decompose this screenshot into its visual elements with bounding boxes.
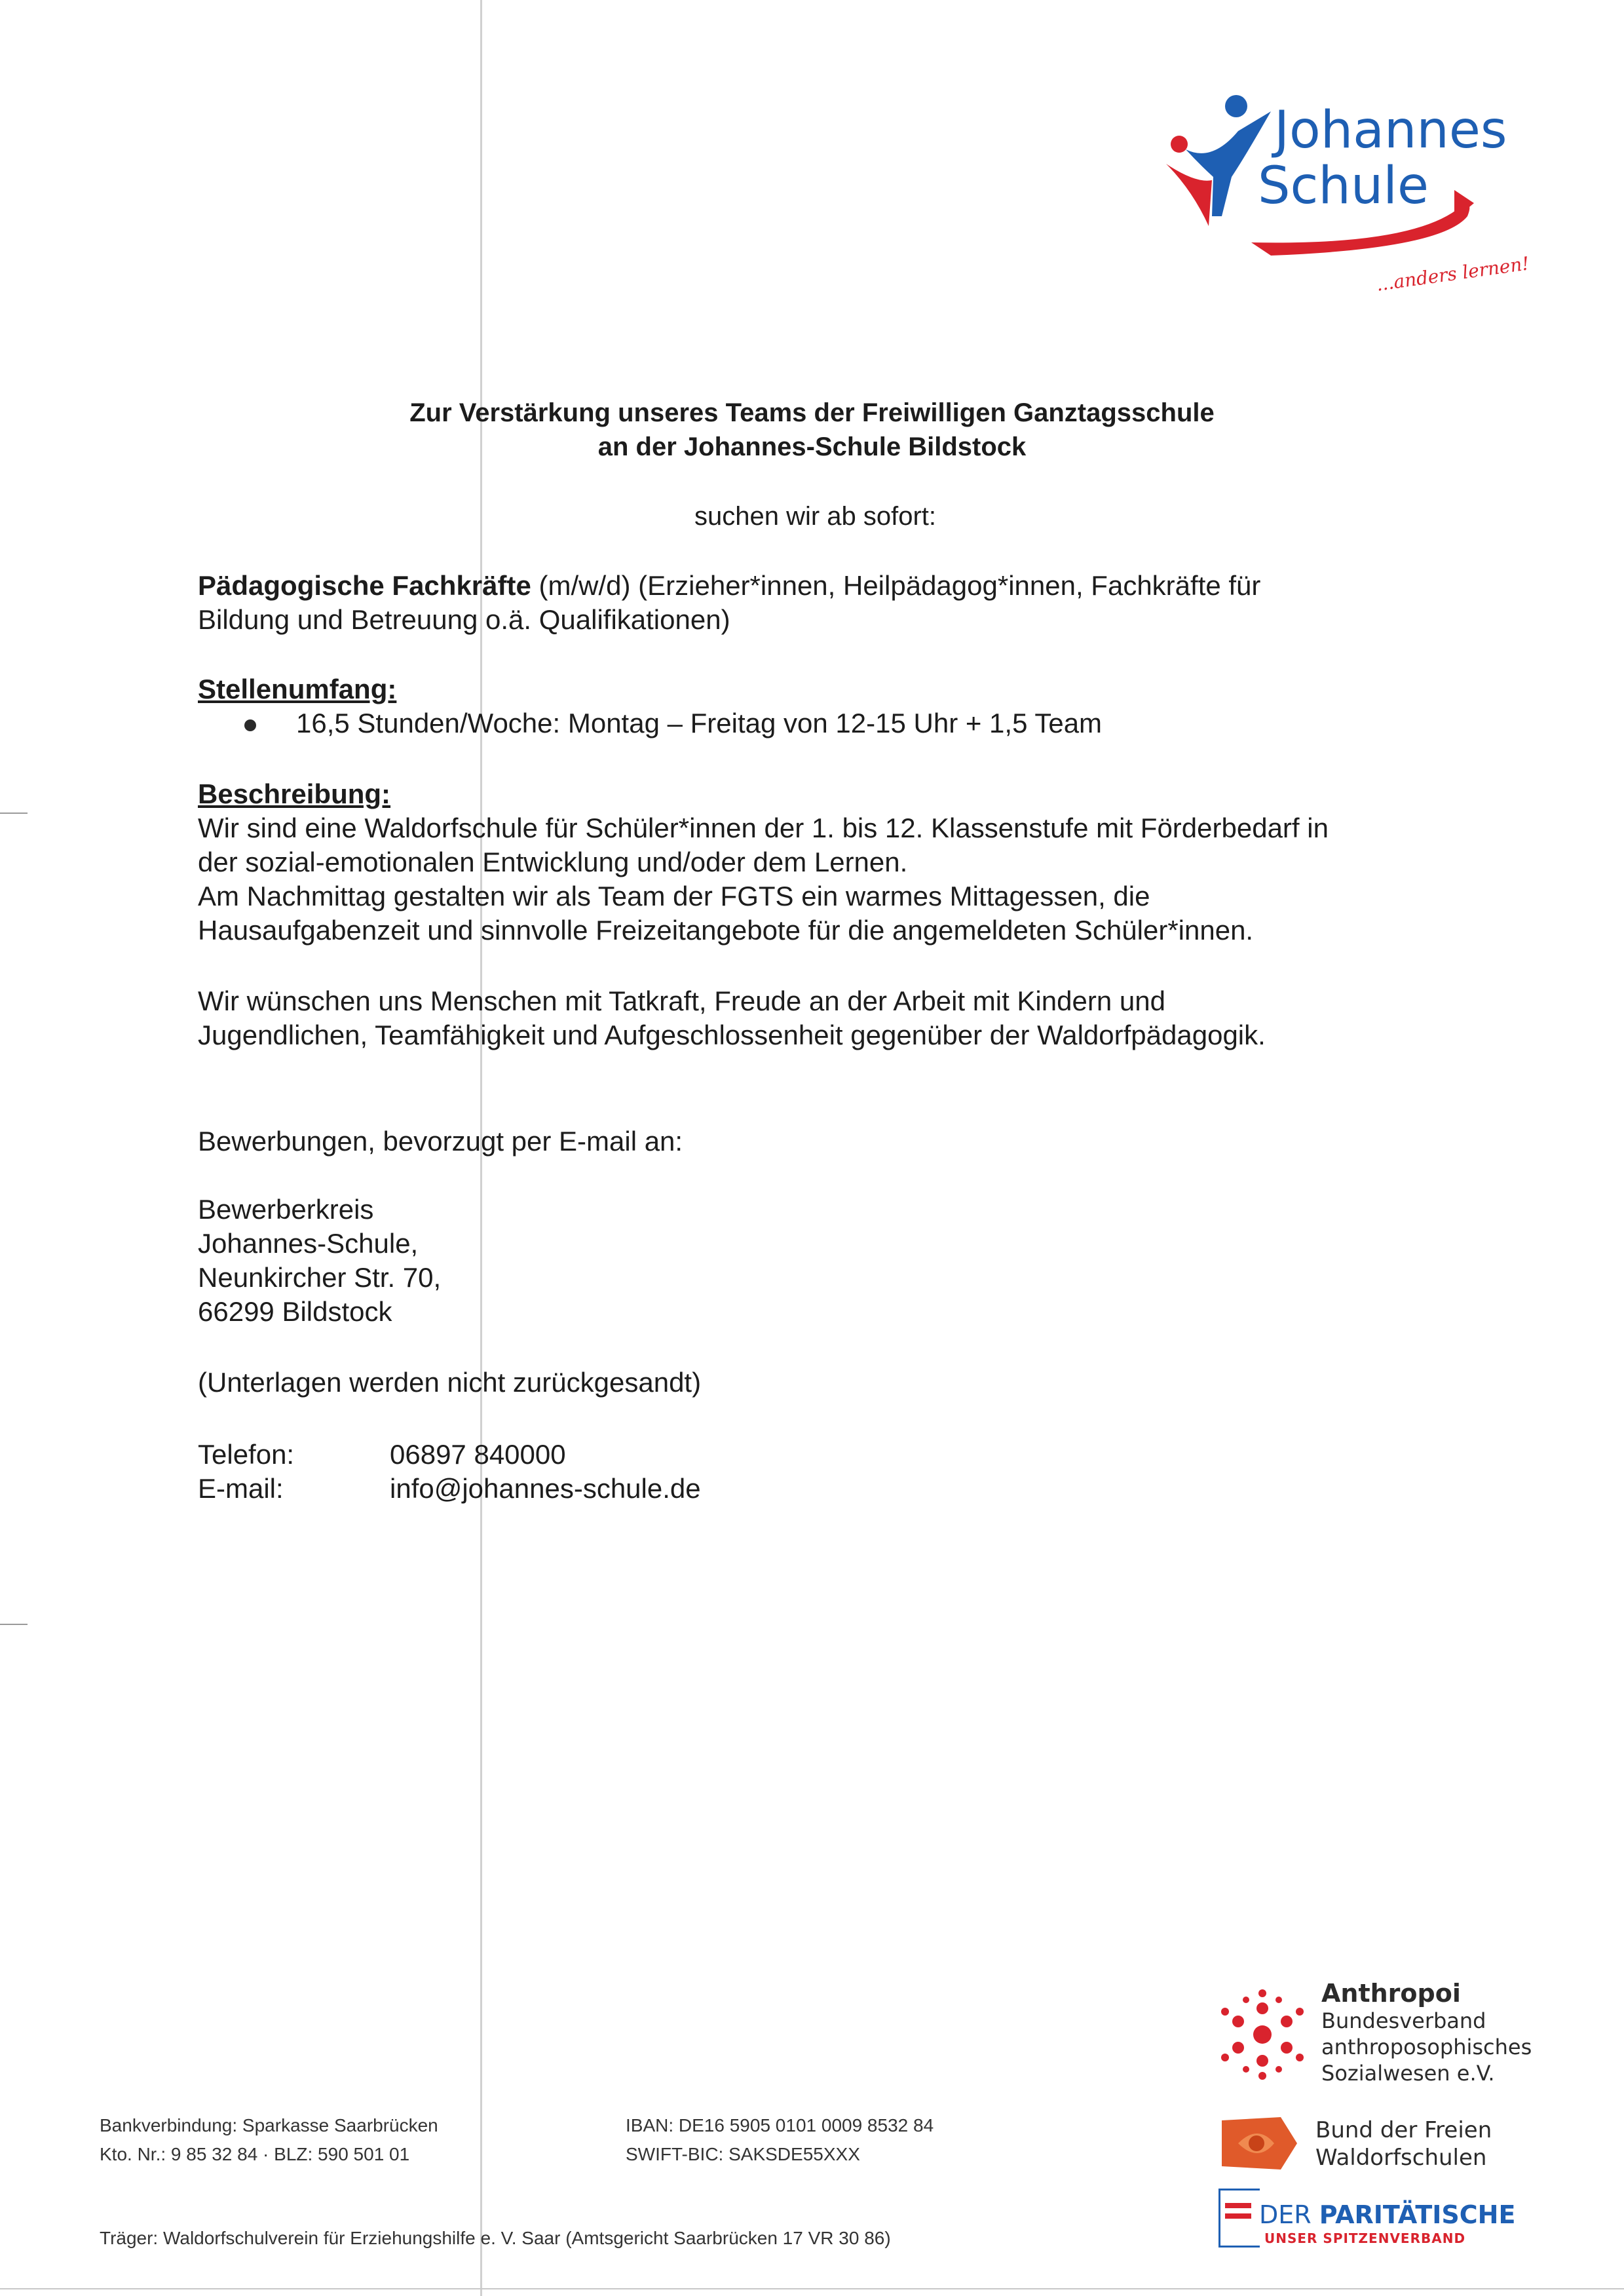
logo-word-2: Schule	[1258, 157, 1429, 216]
email-label: E-mail:	[198, 1473, 284, 1504]
description-line: der sozial-emotionalen Entwicklung und/oder dem Lernen.	[198, 847, 908, 877]
anthropoi-subtitle	[1321, 2008, 1532, 2086]
intro-text: suchen wir ab sofort:	[694, 502, 937, 531]
position-title-rest: (m/w/d) (Erzieher*innen, Heilpädagog*innen, Fachkräfte für	[531, 570, 1261, 601]
traeger-line: Träger: Waldorfschulverein für Erziehungshilfe e. V. Saar (Amtsgericht Saarbrücken 17 VR 30 86)	[100, 2228, 891, 2248]
description-line: Am Nachmittag gestalten wir als Team der FGTS ein warmes Mittagessen, die	[198, 881, 1150, 911]
logo-word-1: Johannes	[1274, 101, 1507, 160]
address-line: Neunkircher Str. 70,	[198, 1262, 442, 1293]
anthropoi-logo	[1220, 1979, 1600, 2090]
bank-info	[100, 2111, 438, 2169]
paritaet-bar-icon	[1225, 2213, 1251, 2219]
page-title-line-2: an der Johannes-Schule Bildstock	[597, 432, 1027, 461]
anthropoi-name: Anthropoi	[1321, 1979, 1461, 2008]
anthropoi-line-3: Sozialwesen e.V.	[1321, 2061, 1495, 2086]
address-line: Bewerberkreis	[198, 1194, 374, 1225]
description-line: Wir sind eine Waldorfschule für Schüler*innen der 1. bis 12. Klassenstufe mit Förderbedarf in	[198, 813, 1329, 843]
anthropoi-line-2: anthroposophisches	[1321, 2035, 1532, 2059]
bund-text	[1315, 2116, 1492, 2172]
scope-heading: Stellenumfang:	[198, 674, 397, 704]
waldorf-emblem-icon	[1218, 2114, 1300, 2173]
application-intro: Bewerbungen, bevorzugt per E-mail an:	[198, 1126, 683, 1157]
wish-line: Jugendlichen, Teamfähigkeit und Aufgeschlossenheit gegenüber der Waldorfpädagogik.	[198, 1020, 1266, 1050]
iban-line: IBAN: DE16 5905 0101 0009 8532 84	[626, 2115, 934, 2135]
description-line: Hausaufgabenzeit und sinnvolle Freizeitangebote für die angemeldeten Schüler*innen.	[198, 915, 1254, 946]
position-title-line-2: Bildung und Betreuung o.ä. Qualifikationen)	[198, 604, 730, 635]
wish-line: Wir wünschen uns Menschen mit Tatkraft, Freude an der Arbeit mit Kindern und	[198, 985, 1165, 1016]
paritaet-bar-icon	[1225, 2203, 1251, 2208]
logo-tagline: ...anders lernen!	[1374, 252, 1531, 296]
punch-mark-top	[0, 813, 28, 814]
page-title-line-1: Zur Verstärkung unseres Teams der Freiwilligen Ganztagsschule	[409, 398, 1215, 427]
phone-label: Telefon:	[198, 1439, 295, 1470]
page-bottom-rule	[0, 2288, 1624, 2289]
paritaet-name	[1259, 2200, 1515, 2229]
description-heading: Beschreibung:	[198, 778, 391, 809]
paritaet-name-part-1: DER	[1259, 2200, 1319, 2229]
address-line: Johannes-Schule,	[198, 1228, 419, 1259]
bund-line-1: Bund der Freien	[1315, 2117, 1492, 2143]
wish-paragraph	[198, 984, 1475, 1052]
paritaet-subtitle: UNSER SPITZENVERBAND	[1264, 2230, 1466, 2246]
paritaetische-logo	[1218, 2189, 1559, 2248]
anthropoi-flower-icon	[1220, 1985, 1305, 2084]
punch-mark-bottom	[0, 1624, 28, 1625]
position-title: Pädagogische Fachkräfte	[198, 570, 531, 601]
scope-item: 16,5 Stunden/Woche: Montag – Freitag von 12-15 Uhr + 1,5 Team	[296, 708, 1103, 738]
address-line: 66299 Bildstock	[198, 1296, 392, 1327]
phone-number[interactable]: 06897 840000	[390, 1439, 566, 1470]
email-address[interactable]: info@johannes-schule.de	[390, 1473, 701, 1504]
paritaet-name-part-2: PARITÄTISCHE	[1319, 2200, 1516, 2229]
bank-line-2: Kto. Nr.: 9 85 32 84 · BLZ: 590 501 01	[100, 2144, 410, 2164]
bullet-icon	[244, 719, 256, 731]
bic-line: SWIFT-BIC: SAKSDE55XXX	[626, 2144, 860, 2164]
johannes-schule-logo	[1166, 85, 1546, 301]
iban-info	[626, 2111, 934, 2169]
bund-line-2: Waldorfschulen	[1315, 2145, 1487, 2171]
application-note: (Unterlagen werden nicht zurückgesandt)	[198, 1367, 702, 1398]
description-paragraph	[198, 811, 1475, 947]
application-address	[198, 1193, 1475, 1329]
position-paragraph	[198, 569, 1482, 637]
johannes-figure-icon	[1166, 85, 1546, 301]
bund-waldorfschulen-logo	[1218, 2114, 1598, 2179]
bank-line-1: Bankverbindung: Sparkasse Saarbrücken	[100, 2115, 438, 2135]
anthropoi-line-1: Bundesverband	[1321, 2008, 1486, 2033]
